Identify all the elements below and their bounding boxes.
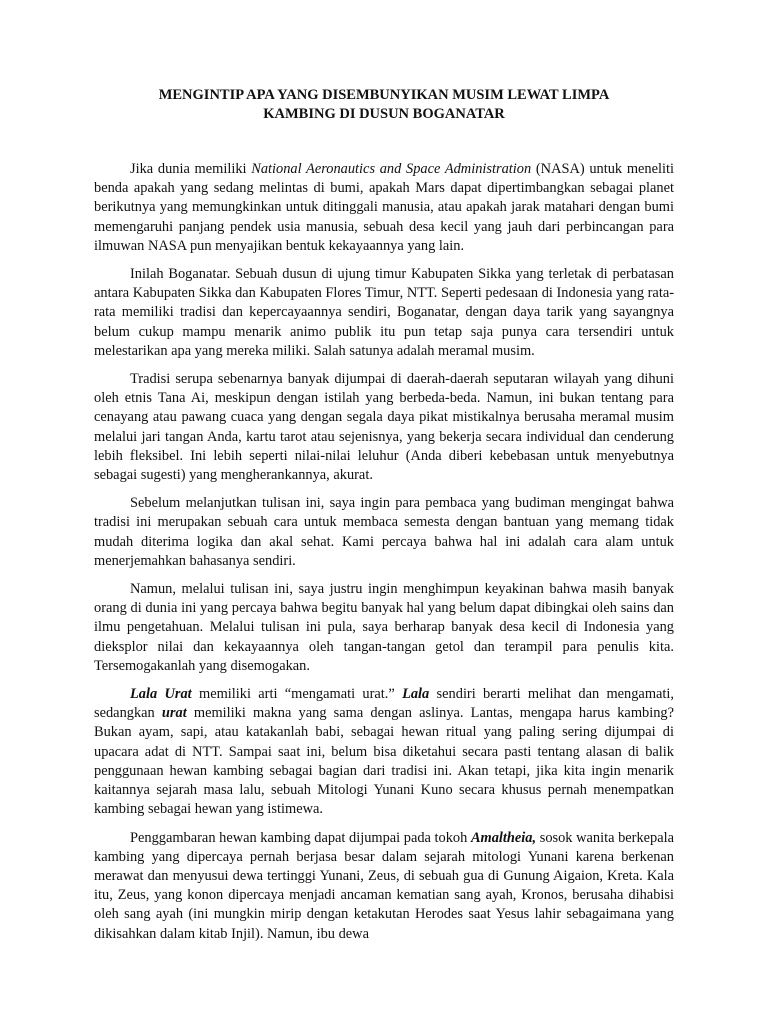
bold-italic-segment: Lala: [402, 686, 430, 703]
text-segment: Inilah Boganatar. Sebuah dusun di ujung timur Kabupaten Sikka yang terletak di perbatasan antara Kabupaten Sikka dan Kabupaten Flores Timur, NTT. Seperti pedesaan di Indonesia yang rata-rata memiliki tradisi dan kepercayaannya sendiri, Boganatar, dengan daya tarik yang sayangnya belum cukup mampu menarik animo publik itu pun tetap saja punya cara tersendiri untuk melestarikan apa yang mereka miliki. Salah satunya adalah meramal musim.: [94, 266, 674, 359]
text-segment: sosok wanita berkepala kambing yang dipercaya pernah berjasa besar dalam sejarah mitologi Yunani karena berkenan merawat dan menyusui dewa tertinggi Yunani, Zeus, di sebuah gua di Gunung Aigaion, Kreta. Kala itu, Zeus, yang konon dipercaya menjadi ancaman kematian sang ayah, Kronos, berusaha dihabisi oleh sang ayah (ini mungkin mirip dengan ketakutan Herodes saat Yesus lahir sebagaimana yang dikisahkan dalam kitab Injil). Namun, ibu dewa: [94, 829, 674, 942]
text-segment: Penggambaran hewan kambing dapat dijumpai pada tokoh: [130, 829, 471, 846]
paragraph: [94, 494, 674, 571]
text-segment: Sebelum melanjutkan tulisan ini, saya ingin para pembaca yang budiman mengingat bahwa tradisi ini merupakan sebuah cara untuk membaca semesta dengan bantuan yang memang tidak mudah diterima logika dan akal sehat. Kami percaya bahwa hal ini adalah cara alam untuk menerjemahkan bahasanya sendiri.: [94, 495, 674, 569]
title-line: KAMBING DI DUSUN BOGANATAR: [263, 106, 505, 122]
bold-italic-segment: Amaltheia,: [470, 829, 537, 846]
paragraph: [94, 160, 674, 256]
document-title: [94, 86, 674, 124]
italic-segment: National Aeronautics and Space Administration: [251, 161, 532, 177]
text-segment: memiliki arti “mengamati urat.”: [191, 686, 403, 703]
bold-italic-segment: urat: [161, 705, 187, 722]
paragraph: [94, 370, 674, 485]
document-body: [94, 160, 674, 944]
paragraph: [94, 685, 674, 819]
bold-italic-segment: Lala Urat: [130, 686, 192, 703]
text-segment: Jika dunia memiliki: [130, 161, 252, 177]
text-segment: (NASA) untuk meneliti benda apakah yang sedang melintas di bumi, apakah Mars dapat dipertimbangkan sebagai planet berikutnya yang memungkinkan untuk ditinggali manusia, atau apakah jarak matahari dengan bumi memengaruhi panjang pendek usia manusia, sebuah desa kecil yang jauh dari perbincangan para ilmuwan NASA pun menyajikan bentuk kekayaannya yang lain.: [94, 161, 674, 254]
paragraph: [94, 829, 674, 944]
paragraph: [94, 580, 674, 676]
title-line: MENGINTIP APA YANG DISEMBUNYIKAN MUSIM LEWAT LIMPA: [158, 87, 610, 103]
text-segment: memiliki makna yang sama dengan aslinya. Lantas, mengapa harus kambing? Bukan ayam, sapi, atau katakanlah babi, sebagai hewan ritual yang paling sering dijumpai di upacara adat di NTT. Sampai saat ini, belum bisa diketahui secara pasti tentang alasan di balik penggunaan hewan kambing sebagai bagian dari tradisi ini. Akan tetapi, jika kita ingin menarik kaitannya sejarah masa lalu, sebuah Mitologi Yunani Kuno secara khusus pernah menempatkan kambing sebagai hewan yang istimewa.: [94, 705, 674, 818]
text-segment: Namun, melalui tulisan ini, saya justru ingin menghimpun keyakinan bahwa masih banyak orang di dunia ini yang percaya bahwa begitu banyak hal yang belum dapat dibingkai oleh sains dan ilmu pengetahuan. Melalui tulisan ini pula, saya berharap banyak desa kecil di Indonesia yang dieksplor nilai dan kekayaannya oleh tangan-tangan getol dan terampil para penulis kita. Tersemogakanlah yang disemogakan.: [94, 581, 674, 674]
text-segment: Tradisi serupa sebenarnya banyak dijumpai di daerah-daerah seputaran wilayah yang dihuni oleh etnis Tana Ai, meskipun dengan istilah yang berbeda-beda. Namun, ini bukan tentang para cenayang atau pawang cuaca yang dengan segala daya pikat mistikalnya berusaha meramal musim melalui jari tangan Anda, kartu tarot atau sejenisnya, yang bekerja secara individual dan cenderung lebih fleksibel. Ini lebih seperti nilai-nilai leluhur (Anda diberi kebebasan untuk menyebutnya sebagai sugesti) yang mengherankannya, akurat.: [94, 371, 674, 484]
text-segment: sendiri berarti melihat dan mengamati, sedangkan: [94, 686, 674, 722]
paragraph: [94, 265, 674, 361]
